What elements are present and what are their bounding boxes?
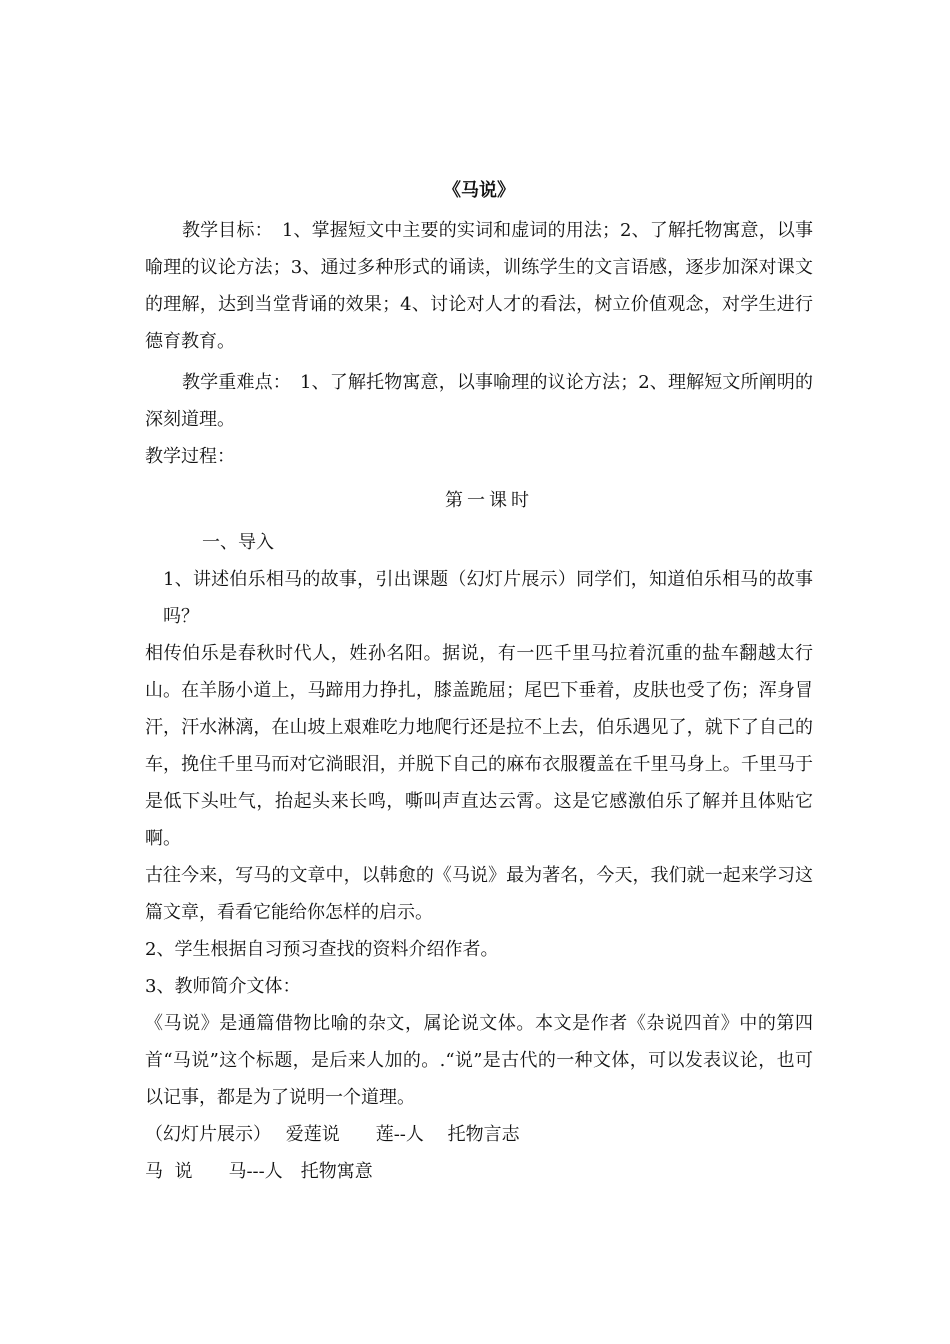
slide-line-2: 马 说 马---人 托物寓意 bbox=[145, 1161, 373, 1182]
document-title: 《马说》 bbox=[443, 180, 515, 201]
section-intro-heading: 一、导入 bbox=[202, 532, 274, 553]
step-3: 3、教师简介文体： bbox=[145, 976, 301, 997]
step-2: 2、学生根据自习预习查找的资料介绍作者。 bbox=[145, 939, 499, 960]
teaching-key-points: 教学重难点： 1、了解托物寓意，以事喻理的议论方法；2、理解短文所阐明的深刻道理。 bbox=[145, 372, 813, 430]
step-1: 1、讲述伯乐相马的故事，引出课题（幻灯片展示）同学们，知道伯乐相马的故事吗？ bbox=[163, 569, 813, 627]
teaching-goals: 教学目标： 1、掌握短文中主要的实词和虚词的用法；2、了解托物寓意，以事喻理的议论方法；3、通过多种形式的诵读，训练学生的文言语感，逐步加深对课文的理解，达到当堂背诵的效果；4、讨论对人才的看法，树立价值观念，对学生进行德育教育。 bbox=[145, 220, 813, 352]
document-body bbox=[145, 172, 813, 1190]
slide-line-1: （幻灯片展示） 爱莲说 莲--人 托物言志 bbox=[145, 1124, 520, 1145]
story-paragraph: 相传伯乐是春秋时代人，姓孙名阳。据说，有一匹千里马拉着沉重的盐车翻越太行山。在羊肠小道上，马蹄用力挣扎，膝盖跪屈；尾巴下垂着，皮肤也受了伤；浑身冒汗，汗水淋漓，在山坡上艰难吃力地爬行还是拉不上去，伯乐遇见了，就下了自己的车，挽住千里马而对它淌眼泪，并脱下自己的麻布衣服覆盖在千里马身上。千里马于是低下头吐气，抬起头来长鸣，嘶叫声直达云霄。这是它感激伯乐了解并且体贴它啊。 bbox=[145, 643, 813, 849]
genre-paragraph: 《马说》是通篇借物比喻的杂文，属论说文体。本文是作者《杂说四首》中的第四首“马说”这个标题，是后来人加的。.“说”是古代的一种文体，可以发表议论，也可以记事，都是为了说明一个道理。 bbox=[145, 1013, 813, 1108]
teaching-process-label: 教学过程： bbox=[145, 446, 235, 467]
intro-paragraph: 古往今来，写马的文章中，以韩愈的《马说》最为著名，今天，我们就一起来学习这篇文章，看看它能给你怎样的启示。 bbox=[145, 865, 813, 923]
lesson-heading: 第一课时 bbox=[445, 490, 533, 511]
